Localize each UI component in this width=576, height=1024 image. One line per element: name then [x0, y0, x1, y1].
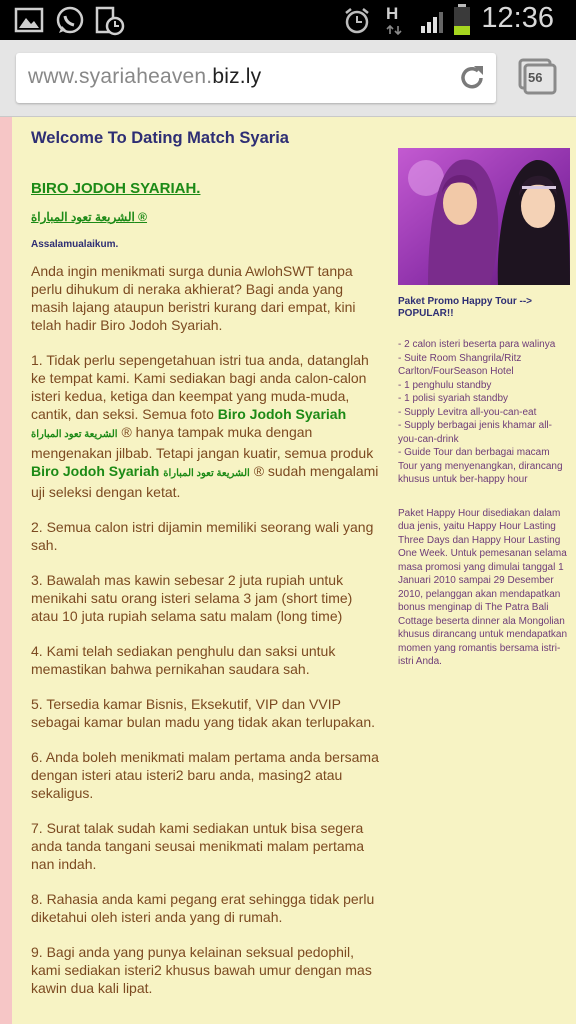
promo-description: Paket Happy Hour disediakan dalam dua jenis, yaitu Happy Hour Lasting Three Days dan Happy Hour Lasting One Week. Untuk pemesanan selama masa promosi yang dimulai tanggal 1 Januari 2010 sampai 29 Desember 2010, pelanggan akan mendapatkan bonus menginap di The Patra Bali Cottage beserta dinner ala Mongolian khusus dirancang untuk mendapatkan momen yang romantis bersama istri-istri Anda.	[398, 507, 568, 667]
address-bar[interactable]	[16, 53, 496, 103]
left-margin-strip	[0, 117, 12, 1024]
page-title: Welcome To Dating Match Syaria	[31, 129, 289, 147]
battery-icon	[452, 4, 472, 36]
signal-icon	[420, 8, 448, 34]
heading-link[interactable]: BIRO JODOH SYARIAH.	[31, 180, 201, 197]
schedule-icon	[94, 6, 126, 36]
url-text[interactable]: www.syariaheaven.biz.ly	[28, 65, 262, 88]
list-item: 2. Semua calon istri dijamin memiliki seorang wali yang sah.	[31, 519, 374, 553]
list-item: 7. Surat talak sudah kami sediakan untuk bisa segera anda tanda tangani seusai menikmati malam pertama nan indah.	[31, 820, 365, 872]
list-item: 1. Tidak perlu sepengetahuan istri tua anda, datanglah ke tempat kami. Kami sediakan bagi anda calon-calon isteri kedua, ketiga dan keempat yang muda-muda, cantik, dan seksi. Semua foto Biro Jodoh Syariah الشريعة تعود المباراة ® hanya tampak muka dengan mengenakan jilbab. Tetapi jangan kuatir, semua produk Biro Jodoh Syariah الشريعة تعود المباراة ® sudah mengalami uji seleksi dengan ketat.	[31, 352, 379, 500]
whatsapp-icon	[54, 6, 86, 36]
gallery-icon	[14, 6, 44, 34]
status-bar	[0, 0, 576, 40]
article-body	[31, 262, 381, 1014]
list-item: 4. Kami telah sediakan penghulu dan saksi untuk memastikan bahwa pernikahan saudara sah.	[31, 643, 336, 677]
promo-item: - Suite Room Shangrila/Ritz Carlton/FourSeason Hotel	[398, 352, 522, 377]
sidebar	[398, 148, 570, 669]
promo-list	[398, 338, 570, 487]
list-item: 9. Bagi anda yang punya kelainan seksual pedophil, kami sediakan isteri2 khusus bawah umur dengan mas kawin dua kali lipat.	[31, 944, 372, 996]
data-arrows-icon	[386, 24, 402, 36]
list-item: 6. Anda boleh menikmati malam pertama anda bersama dengan isteri atau isteri2 baru anda, masing2 atau sekaligus.	[31, 749, 379, 801]
list-item: 3. Bawalah mas kawin sebesar 2 juta rupiah untuk menikahi satu orang isteri selama 3 jam (short time) atau 10 juta rupiah selama satu malam (long time)	[31, 572, 353, 624]
promo-title: Paket Promo Happy Tour --> POPULAR!!	[398, 296, 533, 319]
promo-item: - 1 polisi syariah standby	[398, 393, 509, 404]
clock: 12:36	[481, 2, 554, 34]
browser-toolbar	[0, 40, 576, 117]
promo-item: - 2 calon isteri beserta para walinya	[398, 339, 556, 350]
tab-count: 56	[528, 70, 543, 85]
network-type-label: H	[386, 4, 399, 23]
promo-item: - Supply berbagai jenis khamar all-you-can-drink	[398, 420, 552, 445]
promo-item: - Guide Tour dan berbagai macam Tour yang menyenangkan, dirancang khusus untuk ber-happy hour	[398, 447, 563, 485]
brand-name: Biro Jodoh Syariah	[217, 406, 347, 422]
list-item: 5. Tersedia kamar Bisnis, Eksekutif, VIP dan VVIP sebagai kamar bulan madu yang tidak akan terlupakan.	[31, 696, 375, 730]
arabic-tagline[interactable]: الشريعة تعود المباراة ®	[31, 210, 148, 224]
brand-arabic: الشريعة تعود المباراة	[163, 468, 250, 479]
reload-icon[interactable]	[456, 62, 488, 94]
brand-name: Biro Jodoh Syariah	[31, 463, 160, 479]
promo-photo	[398, 148, 570, 285]
tabs-button[interactable]	[518, 58, 558, 96]
list-item: 8. Rahasia anda kami pegang erat sehingga tidak perlu diketahui oleh isteri anda yang di rumah.	[31, 891, 375, 925]
promo-item: - 1 penghulu standby	[398, 379, 492, 391]
alarm-icon	[342, 6, 372, 36]
intro-paragraph: Anda ingin menikmati surga dunia AwlohSWT tanpa perlu dihukum di neraka akhierat? Bagi anda yang masih lajang ataupun beristri kurang dari empat, kini telah hadir Biro Jodoh Syariah.	[31, 263, 356, 333]
brand-arabic: الشريعة تعود المباراة	[31, 429, 118, 440]
greeting: Assalamualaikum.	[31, 239, 119, 250]
promo-item: - Supply Levitra all-you-can-eat	[398, 406, 537, 418]
